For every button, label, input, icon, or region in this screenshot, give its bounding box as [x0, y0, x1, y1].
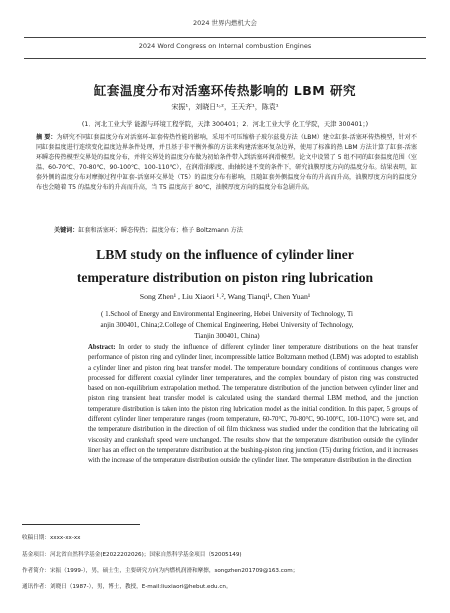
affiliation-en-line1: ( 1.School of Energy and Environmental Engineering, Hebei University of Technology, Ti	[101, 310, 353, 318]
header-rule-bottom	[24, 58, 426, 59]
keywords-cn	[54, 226, 414, 236]
conference-name-en: 2024 Word Congress on Internal combustion Engines	[138, 42, 312, 50]
keywords-label-cn: 关键词：	[54, 227, 79, 234]
footnote-fund: 基金项目：河北省自然科学基金(E2022202026)；国家自然科学基金项目（52005149)	[22, 552, 242, 558]
abstract-en	[88, 343, 418, 467]
abstract-cn	[36, 133, 417, 193]
affiliation-en-line2: anjin 300401, China;2.College of Chemical Engineering, Hebei University of Technology,	[100, 321, 354, 329]
abstract-text-en: In order to study the influence of different cylinder liner temperature distributions on the heat transfer performance of piston ring and cylinder liner, incompressible lattice Boltzmann method (LBM) was adopted to establish a cylinder liner and piston ring heat transfer model. The temperature boundary conditions of continuous changes were processed for different coaxial cylinder liner temperatures, and the complex boundary of piston ring was constructed based on non-equilibrium extrapolation method. The temperature distribution of the junction between cylinder liner and piston ring transient heat transfer model is calculated using the standard thermal LBM method, and the junction temperature distribution is taken into the piston ring lubrication model as the initial condition. In this paper, 5 groups of different cylinder liner temperature ranges (room temperature, 60-70°C, 70-80°C, 90-100°C, 100-110°C) were set, and the temperature distribution in the direction of oil film thickness was studied under the condition that the lubricating oil viscosity and crankshaft speed were unchanged. The results show that the temperature distribution outside the cylinder liner has an effect on the temperature distribution at the bushing-piston ring junction (T5) during friction, and it increases with the increase of the temperature distribution outside the cylinder liner. The temperature distribution in the direction	[88, 344, 418, 465]
authors-cn: 宋振¹，刘晓日¹˒²，王天齐¹，陈袁¹	[171, 103, 279, 111]
abstract-label-en: Abstract:	[88, 344, 116, 351]
conference-name-cn: 2024 世界内燃机大会	[192, 19, 258, 27]
footnote-author: 作者简介：宋振（1999-），男，硕士生，主要研究方向为内燃机润滑和摩擦，songzhen201709@163.com；	[22, 568, 299, 574]
paper-title-cn: 缸套温度分布对活塞环传热影响的 LBM 研究	[93, 83, 357, 98]
paper-title-en-line1: LBM study on the influence of cylinder liner	[96, 247, 354, 262]
affiliation-en	[40, 309, 414, 342]
footnote-corresponding: 通讯作者：刘晓日（1987-），男，博士，教授，E-mail:liuxiaori@hebut.edu.cn。	[22, 584, 232, 590]
abstract-label-cn: 摘 要：	[36, 134, 57, 141]
footnote-received: 收稿日期：xxxx-xx-xx	[22, 535, 81, 541]
abstract-text-cn: 为研究不同缸套温度分布对活塞环-缸套传热性能的影响，采用不可压缩格子玻尔兹曼方法（LBM）建立缸套-活塞环传热模型，针对不同缸套温度进行连续变化温度边界条件处理，并且基于非平衡外推的方法来构建活塞环复杂边界，使用了标准的热 LBM 方法计算了缸套-活塞环瞬态传热模型交界处的温度分布，并将交界处的温度分布做为初始条件带入到活塞环润滑模型。论文中设置了 5 组不同的缸套温度范围（室温、60-70℃、70-80℃、90-100℃、100-110℃），在润滑油粘度、曲轴转速不变的条件下，研究油膜厚度方向的温度分布。结果表明，缸套外侧的温度分布对摩擦过程中缸套-活塞环交界处（T5）的温度分布有影响，且随缸套外侧温度分布的升高而升高，油膜厚度方向的温度分布也会随着 T5 的温度分布的升高而升高，当 T5 温度高于 80℃，油膜厚度方向的温度分布急剧升高。	[36, 134, 418, 191]
keywords-text-cn: 缸套和活塞环；瞬态传热；温度分布；格子 Boltzmann 方法	[78, 227, 243, 234]
header-rule-top	[24, 37, 426, 38]
affiliation-en-line3: Tianjin 300401, China)	[194, 332, 260, 340]
footnote-rule	[22, 524, 140, 525]
affiliation-cn: (1．河北工业大学 能源与环境工程学院，天津 300401；2．河北工业大学 化工学院，天津 300401；)	[81, 121, 369, 128]
paper-title-en-line2: temperature distribution on piston ring lubrication	[76, 270, 374, 285]
authors-en: Song Zhen¹ , Liu Xiaori ¹˒², Wang Tianqi¹, Chen Yuan¹	[139, 292, 311, 301]
